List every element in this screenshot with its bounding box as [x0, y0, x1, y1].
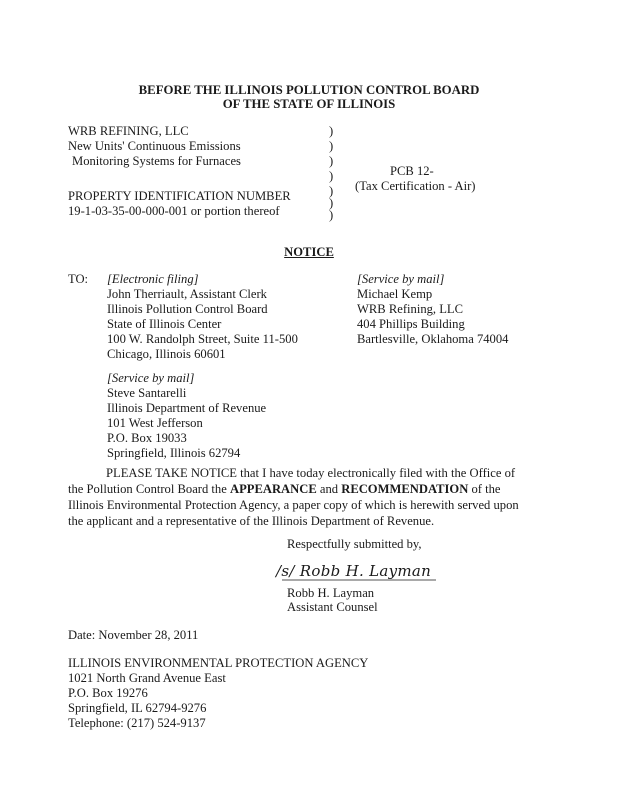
caption-paren: ) [329, 154, 334, 168]
board-heading-line1: BEFORE THE ILLINOIS POLLUTION CONTROL BOARD [138, 83, 480, 97]
respectfully-submitted: Respectfully submitted by, [287, 537, 422, 551]
recipient-applicant-method: [Service by mail] [357, 272, 445, 286]
body-recommendation: RECOMMENDATION [341, 482, 469, 496]
recipient-revenue-line: Steve Santarelli [107, 386, 187, 400]
signer-title: Assistant Counsel [287, 600, 378, 614]
notice-body-paragraph [68, 465, 523, 529]
to-label: TO: [68, 272, 89, 286]
agency-address-line: 1021 North Grand Avenue East [68, 671, 226, 685]
recipient-revenue-line: Springfield, Illinois 62794 [107, 446, 241, 460]
signature-text: /s/ Robb H. Layman [276, 562, 432, 580]
recipient-applicant-line: WRB Refining, LLC [357, 302, 463, 316]
recipient-revenue-method: [Service by mail] [107, 371, 195, 385]
caption-paren: ) [329, 169, 334, 183]
signature-underline [276, 560, 446, 586]
caption-petitioner: WRB REFINING, LLC [68, 124, 189, 138]
caption-paren: ) [329, 139, 334, 153]
body-text-1: PLEASE TAKE NOTICE that I have today electronically filed with the Office of the Pollution Control Board the [68, 466, 516, 496]
agency-address-line: Springfield, IL 62794-9276 [68, 701, 207, 715]
recipient-clerk-line: 100 W. Randolph Street, Suite 11-500 [107, 332, 298, 346]
board-heading-line2: OF THE STATE OF ILLINOIS [222, 97, 396, 111]
notice-title: NOTICE [284, 245, 334, 259]
caption-case-number: PCB 12- [390, 164, 434, 178]
date-line: Date: November 28, 2011 [68, 628, 199, 642]
recipient-clerk-line: Illinois Pollution Control Board [107, 302, 268, 316]
caption-subject-line2: Monitoring Systems for Furnaces [72, 154, 241, 168]
recipient-revenue-line: Illinois Department of Revenue [107, 401, 267, 415]
agency-address-line: P.O. Box 19276 [68, 686, 148, 700]
caption-paren: ) [329, 208, 334, 222]
recipient-revenue-line: P.O. Box 19033 [107, 431, 187, 445]
signature-block [276, 560, 446, 586]
recipient-applicant-line: Bartlesville, Oklahoma 74004 [357, 332, 509, 346]
caption-property-id-number: 19-1-03-35-00-000-001 or portion thereof [68, 204, 280, 218]
signer-name: Robb H. Layman [287, 586, 375, 600]
recipient-clerk-line: State of Illinois Center [107, 317, 222, 331]
caption-paren: ) [329, 184, 334, 198]
recipient-applicant-line: Michael Kemp [357, 287, 433, 301]
caption-property-id-label: PROPERTY IDENTIFICATION NUMBER [68, 189, 291, 203]
caption-paren: ) [329, 196, 334, 210]
body-appearance: APPEARANCE [229, 482, 317, 496]
recipient-clerk-method: [Electronic filing] [107, 272, 199, 286]
agency-telephone: Telephone: (217) 524-9137 [68, 716, 206, 730]
recipient-clerk-line: Chicago, Illinois 60601 [107, 347, 226, 361]
caption-subject-line1: New Units' Continuous Emissions [68, 139, 241, 153]
recipient-clerk-line: John Therriault, Assistant Clerk [107, 287, 267, 301]
caption-paren: ) [329, 124, 334, 138]
caption-case-type: (Tax Certification - Air) [355, 179, 476, 193]
agency-name: ILLINOIS ENVIRONMENTAL PROTECTION AGENCY [68, 656, 369, 670]
recipient-applicant-line: 404 Phillips Building [357, 317, 465, 331]
body-text-3: of the Illinois Environmental Protection Agency, a paper copy of which is herewith served upon the applicant and a representative of the Illinois Department of Revenue. [68, 482, 519, 528]
body-text-2: and [316, 482, 342, 496]
recipient-revenue-line: 101 West Jefferson [107, 416, 203, 430]
